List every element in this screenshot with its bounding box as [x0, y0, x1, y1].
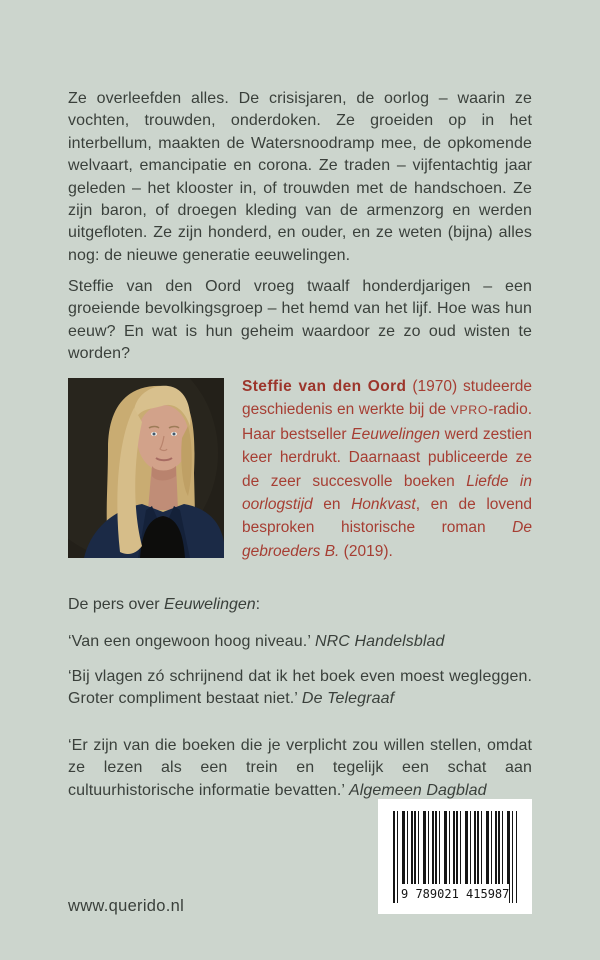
quote-source-nrc-handelsblad: NRC Handelsblad [314, 633, 445, 650]
vpro-smallcaps: VPRO [450, 403, 489, 418]
quote-text: ‘Bij vlagen zó schrijnend dat ik het boek even moest wegleggen. Groter compliment bestaat niet.’ [68, 668, 532, 708]
book-title-honkvast: Honkvast [351, 496, 416, 514]
isbn-number: 9 789021 415987 [401, 884, 509, 906]
press-section-heading: De pers over Eeuwelingen: [68, 596, 261, 613]
blurb-paragraph-1: Ze overleefden alles. De crisisjaren, de oorlog – waarin ze vochten, trouwden, onderdoken. Ze groeiden op in het interbellum, maakten de Watersnoodramp mee, de opkomende welvaart, emancipatie en corona. Ze traden – vijfentachtig jaar geleden – het klooster in, of trouwden met de handschoen. Ze zijn baron, of droegen kleding van de armenzorg en werden uitgefloten. Ze zijn honderd, en ouder, en ze weten (bijna) alles nog: de nieuwe generatie eeuwelingen. [68, 90, 532, 264]
blurb-paragraph-2: Steffie van den Oord vroeg twaalf honderdjarigen – een groeiende bevolkingsgroep – het hemd van het lijf. Hoe was hun eeuw? En wat is hun geheim waardoor ze zo oud wisten te worden? [68, 278, 532, 363]
press-quote-telegraaf [68, 666, 532, 711]
author-bio: Steffie van den Oord (1970) studeerde geschiedenis en werkte bij de VPRO-radio. Haar bestseller Eeuwelingen werd zestien keer herdrukt. Daarnaast publiceerde ze de zeer succesvolle boeken Liefde in oorlogstijd en Honkvast, en de lovend besproken historische roman De gebroeders B. (2019). [242, 378, 532, 560]
press-quote-nrc [68, 631, 532, 653]
book-title-eeuwelingen: Eeuwelingen [351, 425, 440, 443]
quote-text: ‘Er zijn van die boeken die je verplicht zou willen stellen, omdat ze lezen als een trein en tegelijk een schat aan cultuurhistorische informatie bevatten.’ [68, 737, 532, 799]
author-name: Steffie van den Oord [242, 378, 407, 395]
quote-text: ‘Van een ongewoon hoog niveau.’ [68, 633, 315, 650]
press-quote-ad [68, 735, 532, 802]
author-photo [68, 378, 224, 558]
quote-source-algemeen-dagblad: Algemeen Dagblad [348, 781, 487, 799]
book-title-de-gebroeders-b: De gebroeders B. [242, 519, 532, 560]
publisher-website: www.querido.nl [68, 897, 185, 915]
quote-source-de-telegraaf: De Telegraaf [301, 690, 395, 708]
book-title-liefde-in-oorlogstijd: Liefde in oorlogstijd [242, 472, 532, 514]
press-heading-book-title: Eeuwelingen [164, 596, 256, 613]
barcode [378, 799, 532, 914]
